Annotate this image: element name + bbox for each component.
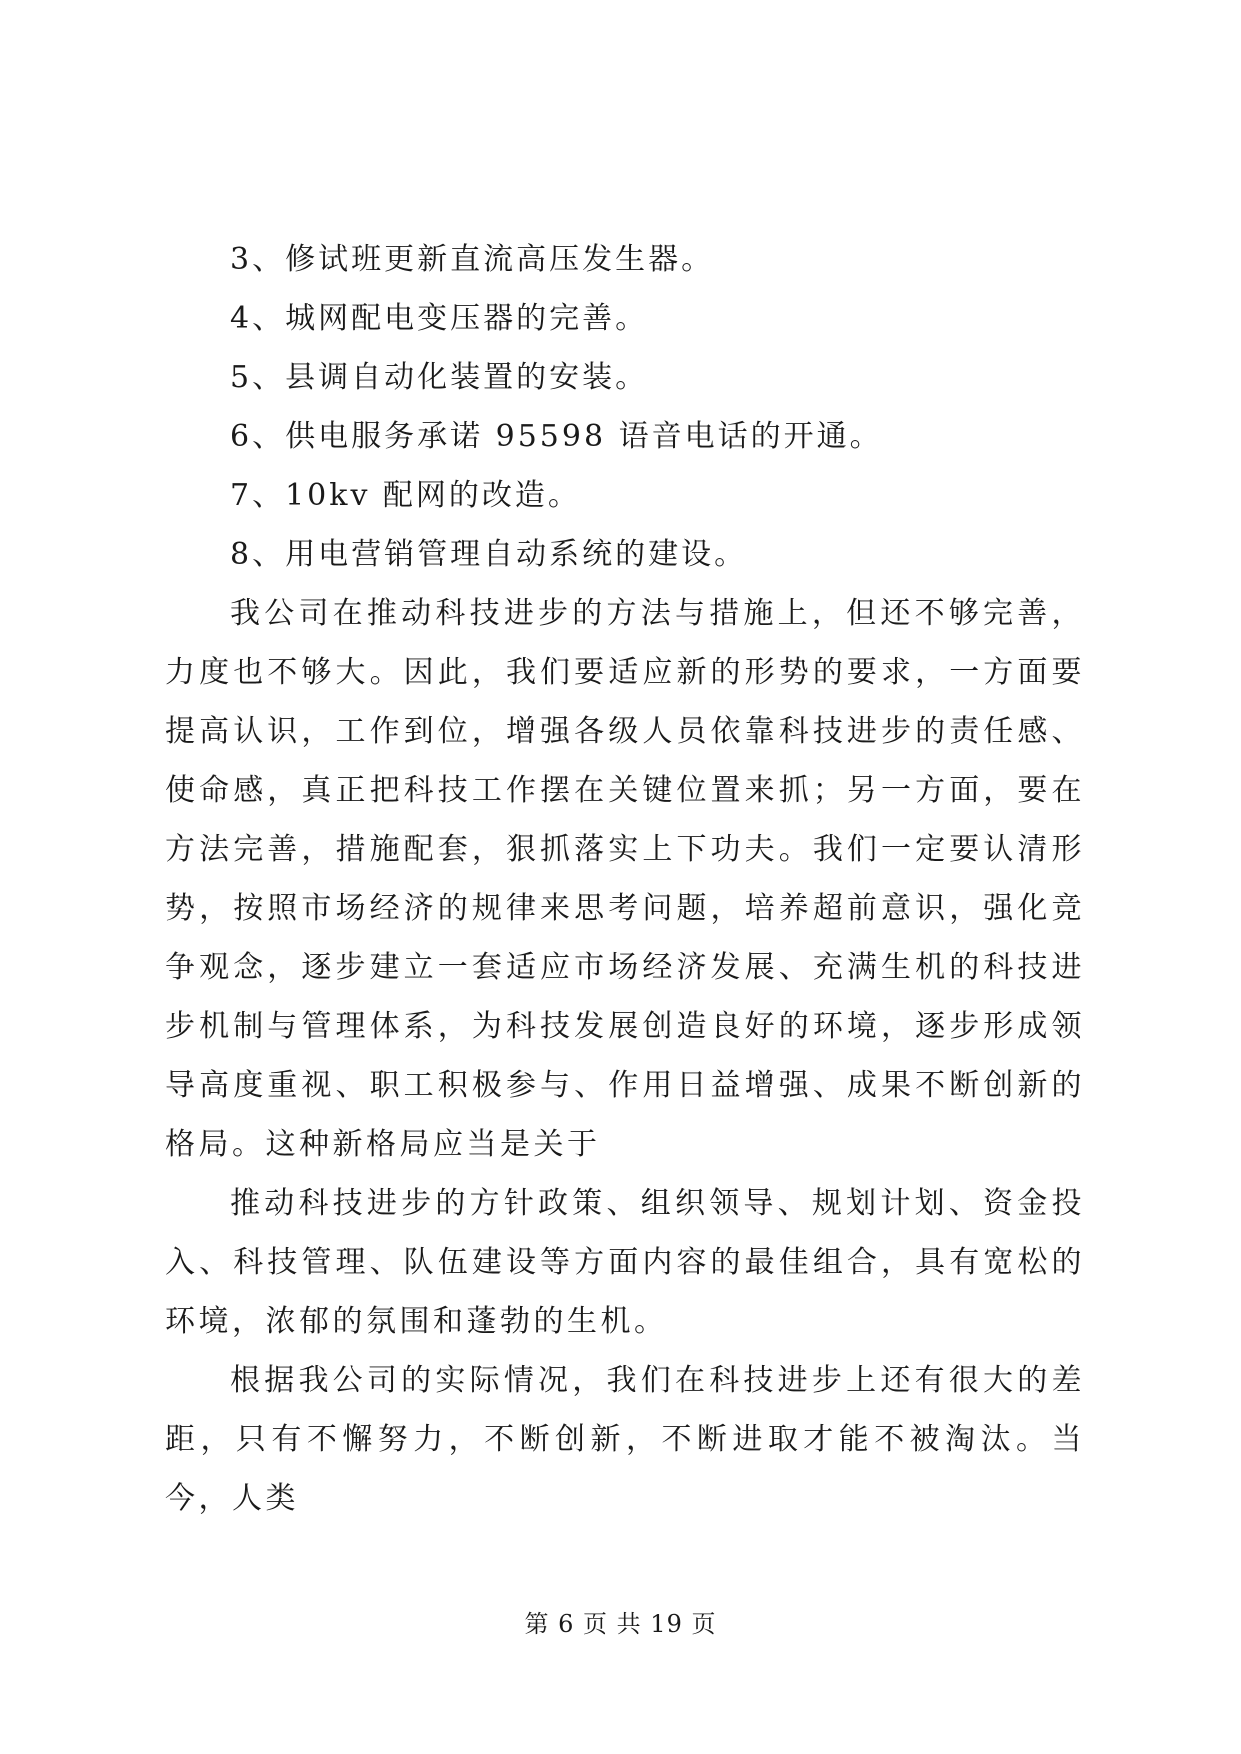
- body-paragraph: 根据我公司的实际情况，我们在科技进步上还有很大的差距，只有不懈努力，不断创新，不断进取才能不被淘汰。当今，人类: [165, 1363, 1085, 1516]
- body-paragraph: 我公司在推动科技进步的方法与措施上，但还不够完善，力度也不够大。因此，我们要适应新的形势的要求，一方面要提高认识，工作到位，增强各级人员依靠科技进步的责任感、使命感，真正把科技工作摆在关键位置来抓；另一方面，要在方法完善，措施配套，狠抓落实上下功夫。我们一定要认清形势，按照市场经济的规律来思考问题，培养超前意识，强化竞争观念，逐步建立一套适应市场经济发展、充满生机的科技进步机制与管理体系，为科技发展创造良好的环境，逐步形成领导高度重视、职工积极参与、作用日益增强、成果不断创新的格局。这种新格局应当是关于: [165, 596, 1085, 1162]
- list-item: 7、10kv 配网的改造。: [230, 478, 581, 513]
- list-item: 8、用电营销管理自动系统的建设。: [230, 537, 748, 572]
- list-item: 3、修试班更新直流高压发生器。: [230, 242, 715, 277]
- list-item: 4、城网配电变压器的完善。: [230, 301, 649, 336]
- page-number-footer: 第 6 页 共 19 页: [524, 1610, 717, 1638]
- list-item: 6、供电服务承诺 95598 语音电话的开通。: [230, 419, 883, 454]
- page-body: [165, 230, 1085, 1528]
- list-item: 5、县调自动化装置的安装。: [230, 360, 649, 395]
- body-paragraph: 推动科技进步的方针政策、组织领导、规划计划、资金投入、科技管理、队伍建设等方面内容的最佳组合，具有宽松的环境，浓郁的氛围和蓬勃的生机。: [165, 1186, 1085, 1339]
